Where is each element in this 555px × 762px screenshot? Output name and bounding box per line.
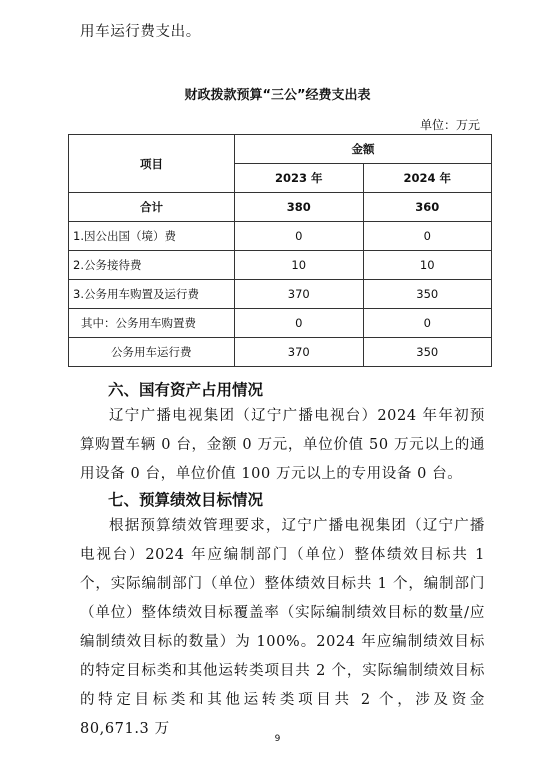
top-continuation-text: 用车运行费支出。	[80, 24, 201, 40]
row-label: 其中：公务用车购置费	[69, 309, 235, 338]
row-value-2024: 350	[363, 338, 492, 367]
table-row	[69, 280, 492, 309]
header-year-2023: 2023 年	[235, 164, 364, 193]
row-value-2024: 360	[363, 193, 492, 222]
row-label: 2.公务接待费	[69, 251, 235, 280]
three-public-expenses-table	[68, 134, 492, 367]
row-value-2024: 10	[363, 251, 492, 280]
row-label: 3.公务用车购置及运行费	[69, 280, 235, 309]
row-value-2023: 370	[235, 280, 364, 309]
section-7-body: 根据预算绩效管理要求，辽宁广播电视集团（辽宁广播电视台）2024 年应编制部门（单位）整体绩效目标共 1 个，实际编制部门（单位）整体绩效目标共 1 个，编制部门（单位）整体绩效目标覆盖率（实际编制绩效目标的数量/应编制绩效目标的数量）为 100%。2024 年应编制绩效目标的特定目标类和其他运转类项目共 2 个，实际编制绩效目标的特定目标类和其他运转类项目共 2 个，涉及资金 80,671.3 万	[80, 518, 485, 737]
section-6-heading: 六、国有资产占用情况	[108, 381, 264, 399]
header-item: 项目	[69, 135, 235, 193]
section-7-heading: 七、预算绩效目标情况	[108, 491, 264, 509]
row-value-2024: 0	[363, 222, 492, 251]
page-number: 9	[274, 734, 281, 744]
row-value-2024: 0	[363, 309, 492, 338]
table-row	[69, 222, 492, 251]
row-value-2023: 380	[235, 193, 364, 222]
row-value-2023: 370	[235, 338, 364, 367]
table-row	[69, 251, 492, 280]
row-label: 合计	[69, 193, 235, 222]
header-year-2024: 2024 年	[363, 164, 492, 193]
section-6-body: 辽宁广播电视集团（辽宁广播电视台）2024 年年初预算购置车辆 0 台，金额 0 万元，单位价值 50 万元以上的通用设备 0 台，单位价值 100 万元以上的专用设备 0 台。	[80, 408, 485, 482]
row-value-2023: 0	[235, 309, 364, 338]
table-title: 财政拨款预算“三公”经费支出表	[184, 88, 371, 103]
header-amount: 金额	[235, 135, 492, 164]
row-value-2023: 10	[235, 251, 364, 280]
table-row	[69, 338, 492, 367]
table-row	[69, 309, 492, 338]
table-unit: 单位：万元	[420, 118, 481, 132]
table-row	[69, 193, 492, 222]
row-value-2024: 350	[363, 280, 492, 309]
row-value-2023: 0	[235, 222, 364, 251]
row-label: 公务用车运行费	[69, 338, 235, 367]
row-label: 1.因公出国（境）费	[69, 222, 235, 251]
table-header-row	[69, 135, 492, 164]
